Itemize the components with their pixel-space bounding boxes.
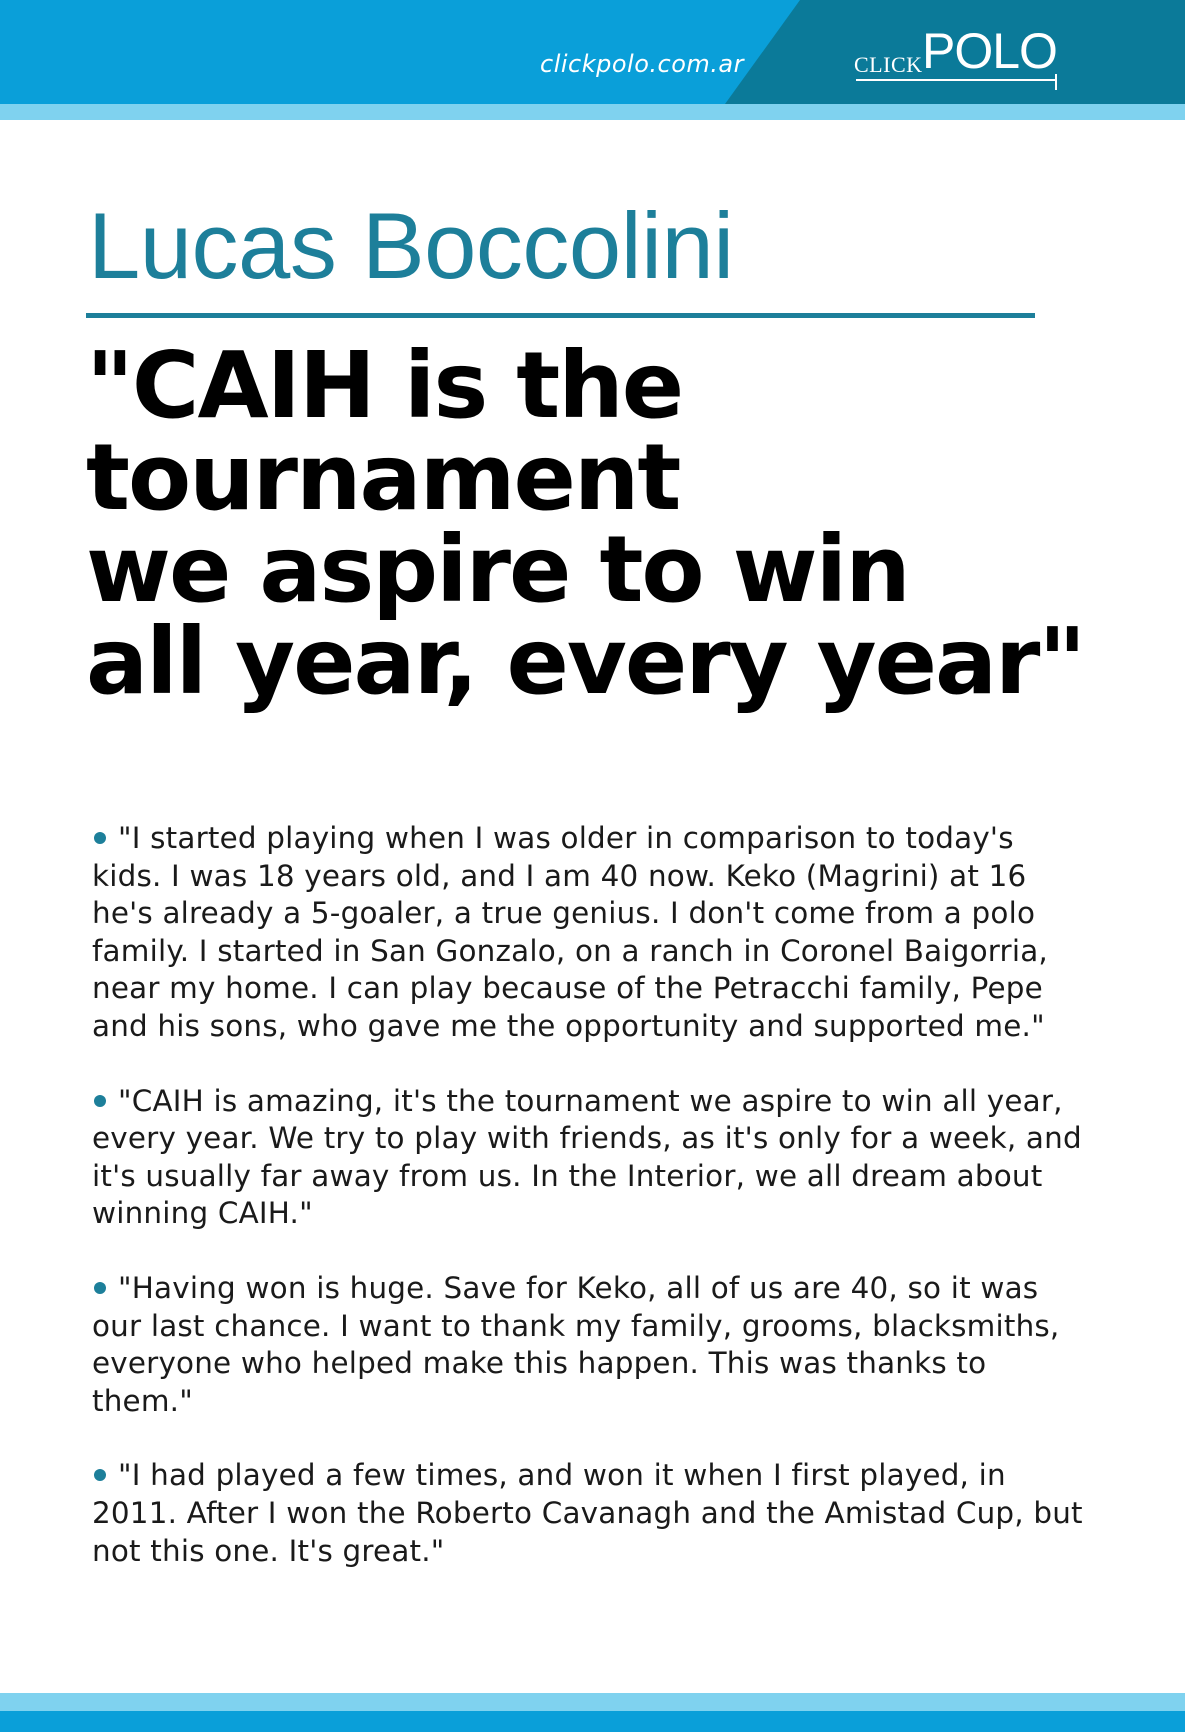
clickpolo-logo xyxy=(854,23,1064,90)
logo-underline-mark xyxy=(854,74,1064,92)
site-url: clickpolo.com.ar xyxy=(540,50,744,78)
quote-item xyxy=(92,820,1092,1046)
headline-line: "CAIH is the xyxy=(86,332,683,439)
headline xyxy=(86,332,1166,715)
footer-accent-stripe xyxy=(0,1693,1185,1711)
quote-item xyxy=(92,1083,1092,1233)
bullet-icon xyxy=(94,832,106,844)
headline-line: tournament xyxy=(86,424,680,531)
header-accent-stripe xyxy=(0,104,1185,120)
quote-text: "CAIH is amazing, it's the tournament we aspire to win all year, every year. We try to play with friends, as it's only for a week, and it's usually far away from us. In the Interior, we all dream about winning CAIH." xyxy=(92,1083,1082,1231)
headline-line: we aspire to win xyxy=(86,516,909,623)
quote-text: "Having won is huge. Save for Keko, all of us are 40, so it was our last chance. I want to thank my family, grooms, blacksmiths, everyone who helped make this happen. This was thanks to them." xyxy=(92,1270,1060,1418)
logo-polo-text: POLO xyxy=(922,23,1057,79)
page-header xyxy=(0,0,1185,104)
headline-line: all year, every year" xyxy=(86,608,1085,715)
bullet-icon xyxy=(94,1469,106,1481)
logo-click-text: CLICK xyxy=(854,52,923,77)
article-header xyxy=(88,193,1088,298)
quote-text: "I had played a few times, and won it when I first played, in 2011. After I won the Roberto Cavanagh and the Amistad Cup, but not this one. It's great." xyxy=(92,1458,1083,1568)
bullet-icon xyxy=(94,1282,106,1294)
quote-text: "I started playing when I was older in comparison to today's kids. I was 18 years old, and I am 40 now. Keko (Magrini) at 16 he's already a 5-goaler, a true genius. I don't come from a polo family. I started in San Gonzalo, on a ranch in Coronel Baigorria, near my home. I can play because of the Petracchi family, Pepe and his sons, who gave me the opportunity and supported me." xyxy=(92,821,1048,1043)
page-footer xyxy=(0,1711,1185,1732)
quote-item xyxy=(92,1270,1092,1420)
bullet-icon xyxy=(94,1095,106,1107)
quote-list xyxy=(92,820,1092,1607)
quote-item xyxy=(92,1457,1092,1570)
player-name: Lucas Boccolini xyxy=(88,193,734,298)
name-divider xyxy=(86,313,1035,318)
